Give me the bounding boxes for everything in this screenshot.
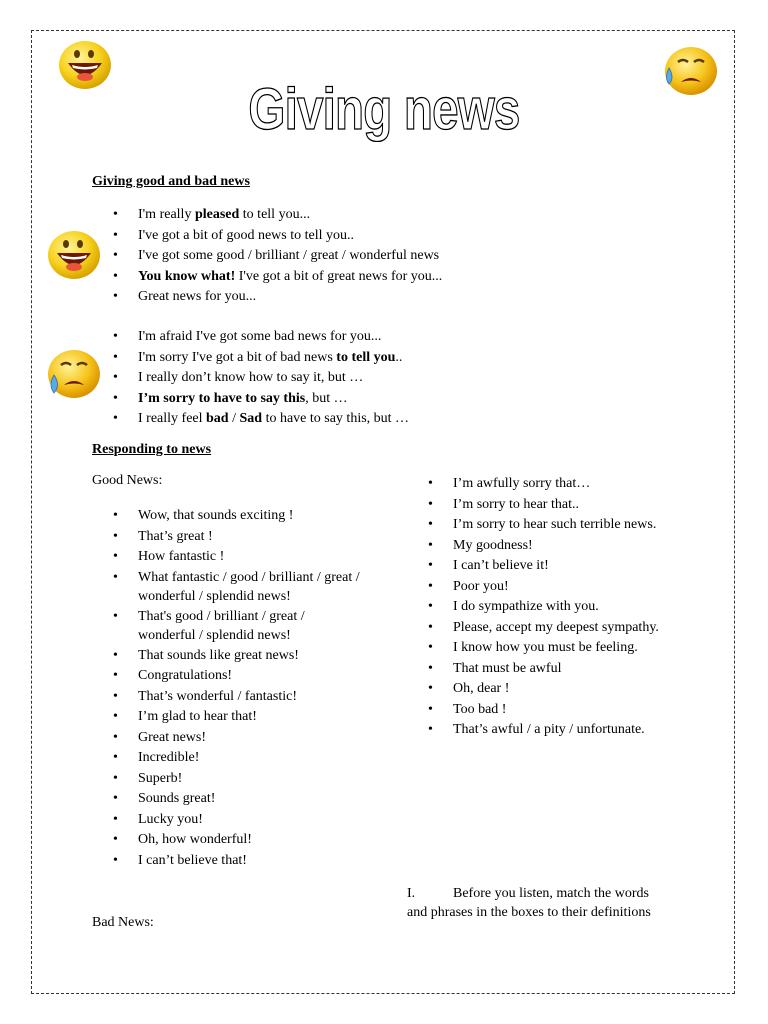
phrase-text: I'm afraid I've got some bad news for you...: [138, 329, 382, 344]
phrase-text: I really don’t know how to say it, but …: [138, 370, 364, 385]
phrase-text: , but …: [305, 390, 348, 406]
phrase-text: Great news for you...: [138, 289, 257, 304]
list-item: • How fantastic !: [92, 547, 362, 568]
phrase-text: I really feel: [138, 411, 207, 426]
list-item: • That must be awful: [407, 659, 667, 680]
phrase-text: /: [228, 411, 240, 426]
phrase-text: I've got a bit of great news for you...: [235, 268, 443, 284]
phrase-text: ..: [395, 349, 403, 365]
bad-news-phrases-list: [92, 327, 652, 430]
emphasis-text: I’m sorry to have to say this: [138, 390, 306, 406]
list-item: • My goodness!: [407, 536, 667, 557]
list-item: • I’m glad to hear that!: [92, 707, 362, 728]
page-title: Giving news: [248, 77, 520, 142]
list-item: • Lucky you!: [92, 810, 362, 831]
section-heading-giving-news: Giving good and bad news: [92, 174, 250, 189]
list-item: [92, 368, 652, 389]
list-item: [92, 409, 652, 430]
exercise-text-line1: Before you listen, match the words: [453, 886, 649, 901]
exercise-instruction: [407, 884, 707, 922]
emphasis-text: pleased: [194, 207, 240, 222]
list-item: • That’s awful / a pity / unfortunate.: [407, 720, 667, 741]
emphasis-text: to tell you: [336, 349, 396, 365]
list-item: • Poor you!: [407, 577, 667, 598]
list-item: [92, 287, 652, 308]
list-item: • I’m sorry to hear such terrible news.: [407, 515, 667, 536]
list-item: [92, 389, 652, 410]
bad-news-responses-list: [407, 474, 667, 741]
list-item: • Oh, dear !: [407, 679, 667, 700]
list-item: • I’m awfully sorry that…: [407, 474, 667, 495]
exercise-number: I.: [407, 886, 416, 901]
emphasis-text: bad: [206, 411, 229, 426]
list-item: • Sounds great!: [92, 789, 362, 810]
list-item: • That's good / brilliant / great / wonderful / splendid news!: [92, 607, 362, 646]
list-item: • That’s wonderful / fantastic!: [92, 687, 362, 708]
phrase-text: I've got some good / brilliant / great / wonderful news: [138, 248, 440, 263]
emphasis-text: Sad: [239, 411, 263, 426]
list-item: • That’s great !: [92, 527, 362, 548]
list-item: • That sounds like great news!: [92, 646, 362, 667]
list-item: [92, 267, 652, 288]
list-item: • Wow, that sounds exciting !: [92, 506, 362, 527]
list-item: • Oh, how wonderful!: [92, 830, 362, 851]
phrase-text: I'm really: [138, 207, 195, 222]
phrase-text: I've got a bit of good news to tell you..: [138, 227, 354, 243]
list-item: • I know how you must be feeling.: [407, 638, 667, 659]
emphasis-text: You know what!: [138, 268, 236, 284]
list-item: • What fantastic / good / brilliant / great / wonderful / splendid news!: [92, 568, 362, 607]
list-item: • Too bad !: [407, 700, 667, 721]
list-item: • Congratulations!: [92, 666, 362, 687]
list-item: [92, 226, 652, 247]
list-item: [92, 205, 652, 226]
list-item: [92, 327, 652, 348]
list-item: • Superb!: [92, 769, 362, 790]
list-item: • Incredible!: [92, 748, 362, 769]
phrase-text: I'm sorry I've got a bit of bad news: [138, 349, 337, 365]
list-item: • I’m sorry to hear that..: [407, 495, 667, 516]
list-item: [92, 246, 652, 267]
list-item: • I do sympathize with you.: [407, 597, 667, 618]
exercise-text-line2: and phrases in the boxes to their definitions: [407, 905, 651, 920]
section-heading-responding: Responding to news: [92, 442, 212, 457]
good-news-phrases-list: [92, 205, 652, 308]
phrase-text: to have to say this, but …: [262, 411, 410, 426]
list-item: • Please, accept my deepest sympathy.: [407, 618, 667, 639]
phrase-text: to tell you...: [239, 207, 311, 222]
list-item: • Great news!: [92, 728, 362, 749]
good-news-label: Good News:: [92, 473, 163, 488]
list-item: • I can’t believe it!: [407, 556, 667, 577]
list-item: [92, 348, 652, 369]
good-news-responses-list: [92, 506, 362, 871]
list-item: • I can’t believe that!: [92, 851, 362, 872]
bad-news-label: Bad News:: [92, 915, 154, 930]
